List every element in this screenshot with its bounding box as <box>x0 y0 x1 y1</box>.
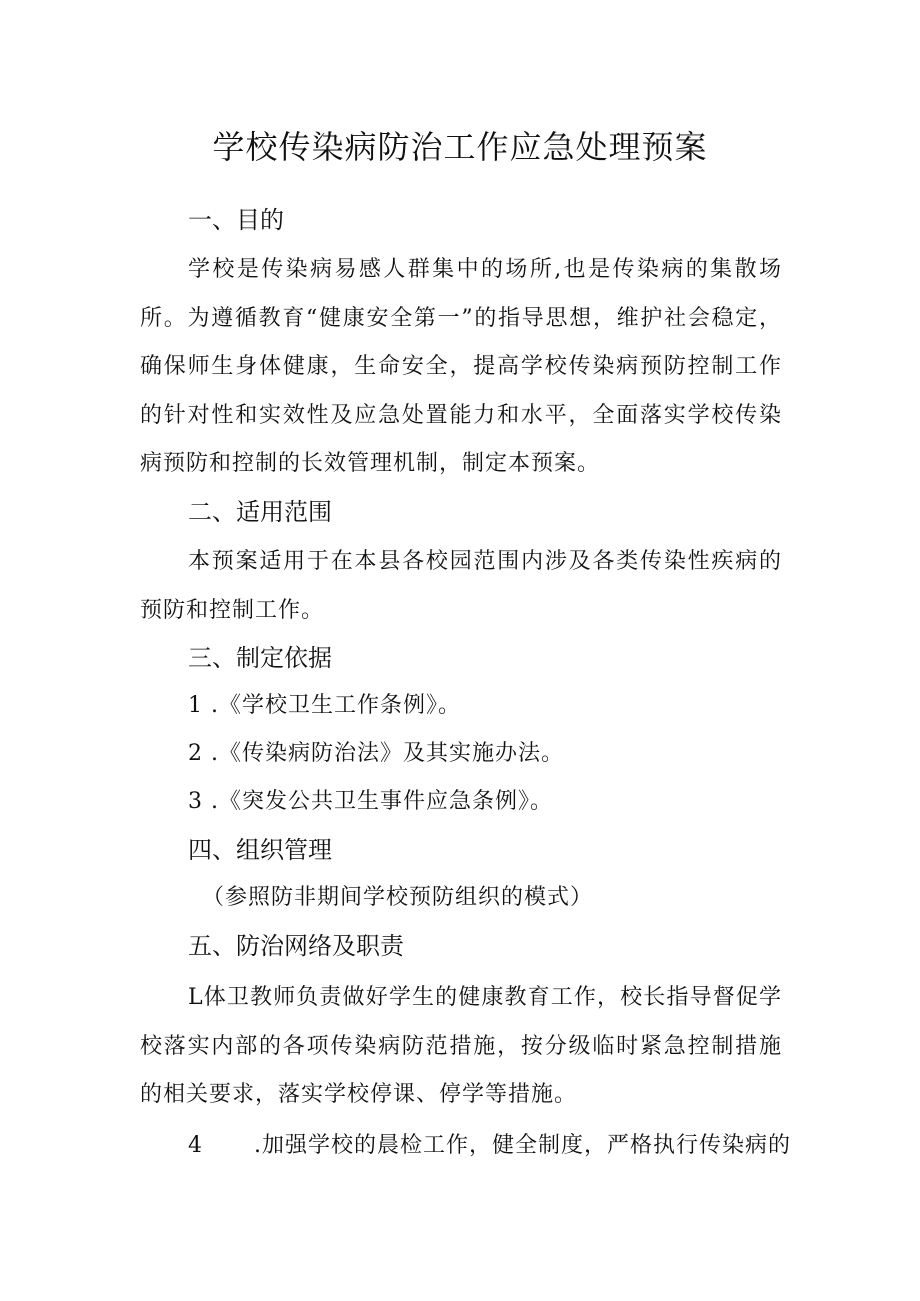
section-heading-network: 五、防治网络及职责 <box>188 932 404 960</box>
section-paragraph-scope: 本预案适用于在本县各校园范围内涉及各类传染性疾病的预防和控制工作。 <box>140 549 782 623</box>
list-item <box>188 686 461 726</box>
list-item-text: .《学校卫生工作条例》。 <box>211 693 461 718</box>
list-item-text: .《传染病防治法》及其实施办法。 <box>211 741 564 766</box>
section-note-organization: （参照防非期间学校预防组织的模式） <box>202 885 594 910</box>
section-heading-purpose: 一、目的 <box>188 206 284 234</box>
list-item-text: .加强学校的晨检工作，健全制度，严格执行传染病的 <box>254 1133 791 1158</box>
list-item-number: 1 <box>188 693 203 718</box>
document-title: 学校传染病防治工作应急处理预案 <box>212 128 708 166</box>
list-item-number: 2 <box>188 741 203 766</box>
section-heading-basis: 三、制定依据 <box>188 644 332 672</box>
section-paragraph-network: L体卫教师负责做好学生的健康教育工作，校长指导督促学校落实内部的各项传染病防范措施，按分级临时紧急控制措施的相关要求，落实学校停课、停学等措施。 <box>140 985 782 1107</box>
list-item-text: .《突发公共卫生事件应急条例》。 <box>211 789 553 814</box>
section-heading-scope: 二、适用范围 <box>188 498 332 526</box>
section-paragraph-purpose: 学校是传染病易感人群集中的场所,也是传染病的集散场所。为遵循教育“健康安全第一”的指导思想，维护社会稳定，确保师生身体健康，生命安全，提高学校传染病预防控制工作的针对性和实效性及应急处置能力和水平，全面落实学校传染病预防和控制的长效管理机制，制定本预案。 <box>140 257 782 476</box>
list-item-number: 3 <box>188 789 203 814</box>
list-item-number: 4 <box>188 1133 203 1158</box>
list-item-4 <box>188 1126 791 1166</box>
section-heading-organization: 四、组织管理 <box>188 836 332 864</box>
list-item <box>188 734 564 774</box>
list-item <box>188 782 553 822</box>
